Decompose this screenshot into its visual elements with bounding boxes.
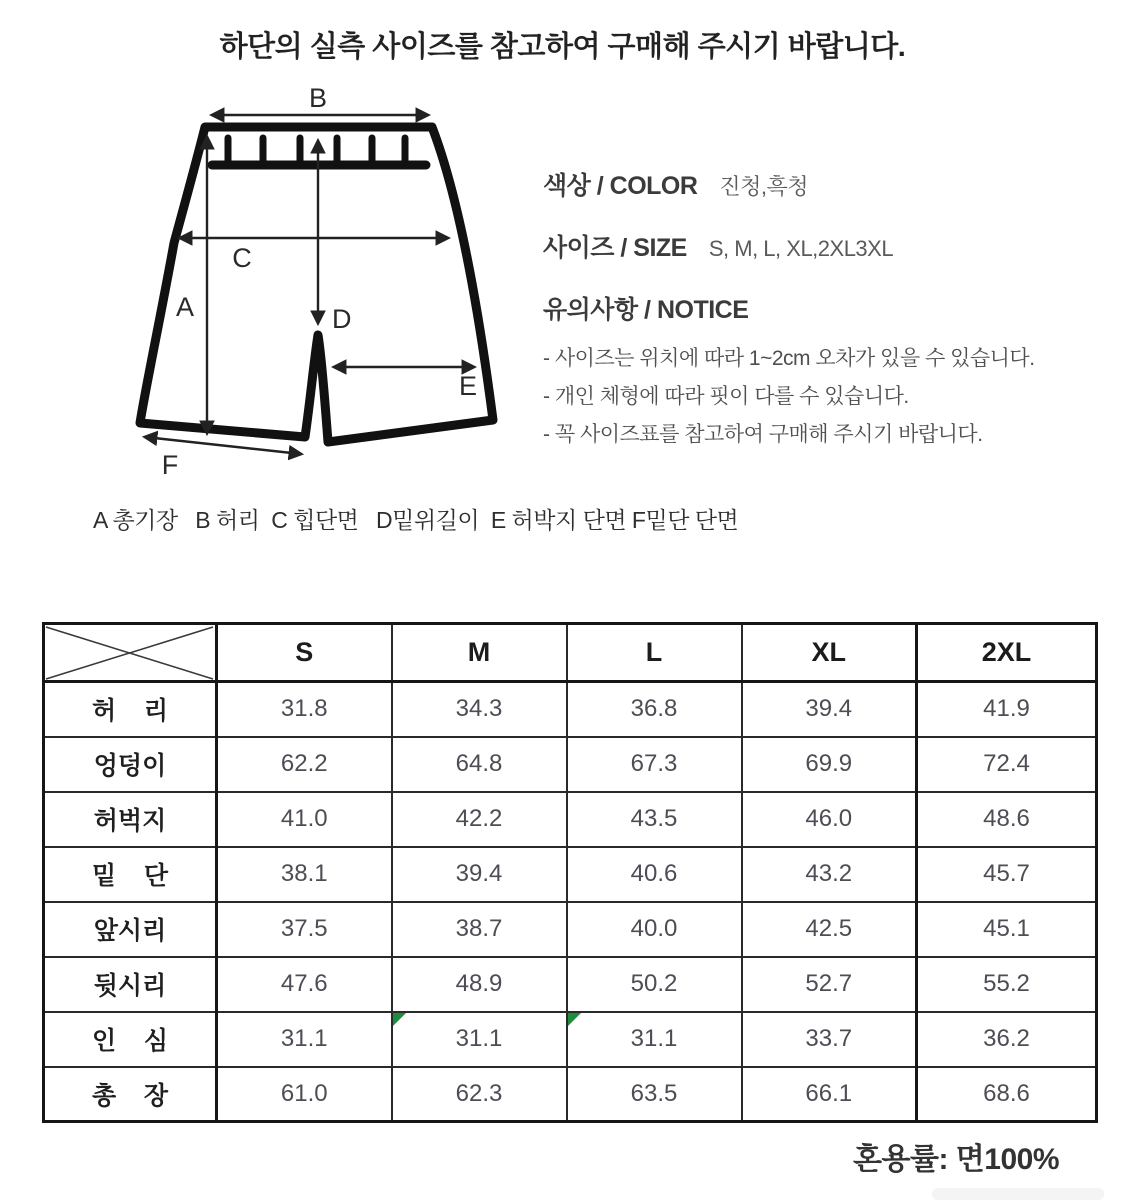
notice-item: - 꼭 사이즈표를 참고하여 구매해 주시기 바랍니다. — [543, 423, 983, 446]
cell-corner-flag-icon — [568, 1013, 581, 1026]
bottom-bar-artifact — [932, 1188, 1104, 1200]
diagram-label-B: B — [308, 85, 328, 113]
cell: 50.2 — [567, 957, 742, 1012]
cell-value: 31.1 — [455, 1025, 503, 1052]
cell: 42.5 — [742, 902, 917, 957]
cell: 69.9 — [742, 737, 917, 792]
color-label: 색상 / COLOR — [543, 172, 698, 200]
diagram-label-A: A — [175, 292, 195, 322]
cell: 43.5 — [567, 792, 742, 847]
cell: 46.0 — [742, 792, 917, 847]
table-row-total-length — [44, 1067, 1097, 1122]
cell: 42.2 — [392, 792, 567, 847]
table-row-inseam — [44, 1012, 1097, 1067]
cell: 63.5 — [567, 1067, 742, 1122]
cell: 41.0 — [217, 792, 392, 847]
cell: 36.8 — [567, 682, 742, 737]
col-header-2xl: 2XL — [917, 624, 1097, 682]
page-title: 하단의 실측 사이즈를 참고하여 구매해 주시기 바랍니다. — [219, 31, 906, 63]
table-corner-cell — [44, 624, 217, 682]
cell: 31.8 — [217, 682, 392, 737]
cell: 33.7 — [742, 1012, 917, 1067]
cell-corner-flag-icon — [393, 1013, 406, 1026]
notice-list — [543, 340, 1113, 454]
cell: 66.1 — [742, 1067, 917, 1122]
cell-value: 31.1 — [630, 1025, 678, 1052]
table-row-back-rise — [44, 957, 1097, 1012]
table-row-hem — [44, 847, 1097, 902]
col-header-s: S — [217, 624, 392, 682]
notice-row — [543, 290, 1113, 326]
row-label: 허벅지 — [44, 792, 217, 847]
cell: 40.6 — [567, 847, 742, 902]
table-row-front-rise — [44, 902, 1097, 957]
cell: 39.4 — [742, 682, 917, 737]
product-info-panel — [543, 166, 1113, 454]
cell: 43.2 — [742, 847, 917, 902]
cell: 52.7 — [742, 957, 917, 1012]
size-table — [42, 622, 1098, 1123]
cell: 47.6 — [217, 957, 392, 1012]
cell: 37.5 — [217, 902, 392, 957]
cell: 61.0 — [217, 1067, 392, 1122]
cell: 45.7 — [917, 847, 1097, 902]
cell: 62.3 — [392, 1067, 567, 1122]
belt-loops — [228, 138, 405, 162]
cell — [567, 1012, 742, 1067]
cell: 72.4 — [917, 737, 1097, 792]
cell: 67.3 — [567, 737, 742, 792]
col-header-l: L — [567, 624, 742, 682]
row-label: 밑 단 — [44, 847, 217, 902]
diagram-label-F: F — [161, 450, 179, 480]
table-row-waist — [44, 682, 1097, 737]
cell: 64.8 — [392, 737, 567, 792]
cell: 68.6 — [917, 1067, 1097, 1122]
cell: 41.9 — [917, 682, 1097, 737]
diagram-label-E: E — [458, 371, 478, 401]
row-label: 앞시리 — [44, 902, 217, 957]
cell: 38.7 — [392, 902, 567, 957]
row-label: 엉덩이 — [44, 737, 217, 792]
cell: 39.4 — [392, 847, 567, 902]
cell: 31.1 — [217, 1012, 392, 1067]
cell: 34.3 — [392, 682, 567, 737]
col-header-m: M — [392, 624, 567, 682]
table-row-thigh — [44, 792, 1097, 847]
row-label: 인 심 — [44, 1012, 217, 1067]
cell: 45.1 — [917, 902, 1097, 957]
row-label: 허 리 — [44, 682, 217, 737]
cell: 55.2 — [917, 957, 1097, 1012]
cell: 48.9 — [392, 957, 567, 1012]
cell: 48.6 — [917, 792, 1097, 847]
diagram-label-D: D — [332, 304, 352, 334]
diagram-label-C: C — [232, 243, 252, 273]
notice-item: - 사이즈는 위치에 따라 1~2cm 오차가 있을 수 있습니다. — [543, 347, 1035, 370]
table-row-hip — [44, 737, 1097, 792]
cell — [392, 1012, 567, 1067]
row-label: 총 장 — [44, 1067, 217, 1122]
shorts-outline — [140, 127, 493, 442]
size-row — [543, 228, 1113, 264]
size-value: S, M, L, XL,2XL3XL — [708, 236, 894, 261]
table-header-row — [44, 624, 1097, 682]
size-label: 사이즈 / SIZE — [543, 234, 687, 262]
col-header-xl: XL — [742, 624, 917, 682]
notice-item: - 개인 체형에 따라 핏이 다를 수 있습니다. — [543, 385, 909, 408]
color-value: 진청,흑청 — [719, 174, 809, 199]
cell: 40.0 — [567, 902, 742, 957]
shorts-measurement-diagram — [100, 85, 540, 485]
row-label: 뒷시리 — [44, 957, 217, 1012]
measurement-legend: A 총기장 B 허리 C 힙단면 D밑위길이 E 허박지 단면 F밑단 단면 — [93, 507, 739, 533]
notice-label: 유의사항 / NOTICE — [543, 296, 749, 324]
cell: 36.2 — [917, 1012, 1097, 1067]
fabric-composition: 혼용률: 면100% — [853, 1143, 1059, 1176]
cell: 62.2 — [217, 737, 392, 792]
color-row — [543, 166, 1113, 202]
cell: 38.1 — [217, 847, 392, 902]
diagonal-cross-icon — [45, 626, 214, 680]
